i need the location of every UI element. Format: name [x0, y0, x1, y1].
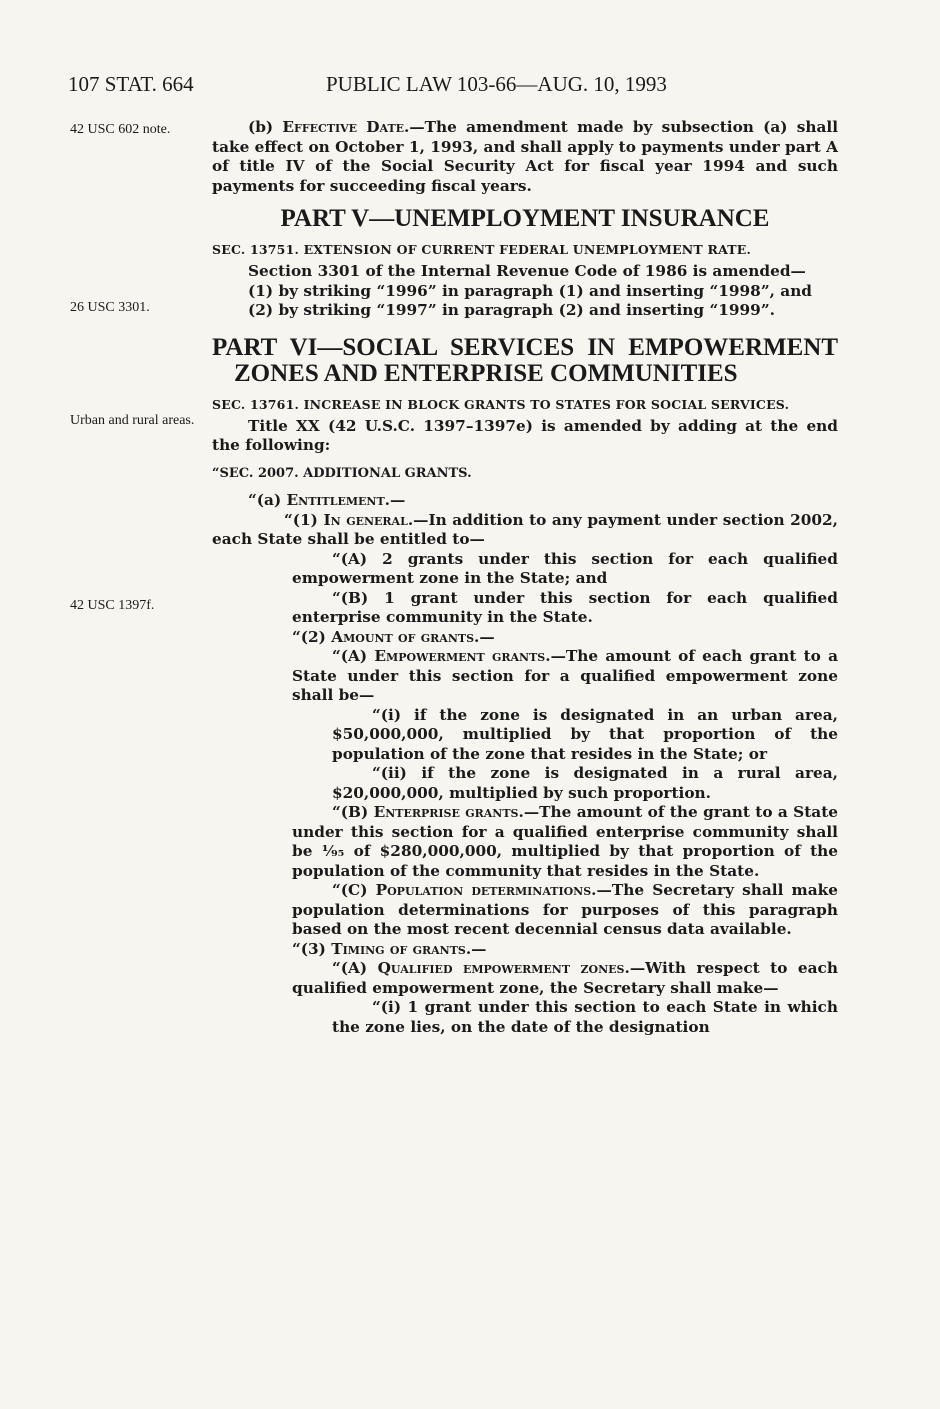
paragraph-a3A: “(A) Qualified empowerment zones.—With respect to each qualified empowerment zone, the Secretary shall make— — [292, 959, 838, 997]
margin-note-1397f: 42 USC 1397f. — [70, 598, 155, 613]
subsection-a-heading: “(a) Entitlement.— — [248, 491, 406, 509]
paragraph-a1A: “(A) 2 grants under this section for each qualified empowerment zone in the State; and — [292, 549, 838, 587]
margin-note-3301: 26 USC 3301. — [70, 300, 150, 315]
page-header — [68, 72, 848, 102]
sec-13751-item-2: (2) by striking “1997” in paragraph (2) and inserting “1999”. — [248, 301, 775, 319]
part-vi-title: PART VI—SOCIAL SERVICES IN EMPOWERMENT ZONES AND ENTERPRISE COMMUNITIES — [212, 333, 838, 387]
sec-13751-intro: Section 3301 of the Internal Revenue Code of 1986 is amended— — [248, 262, 806, 280]
paragraph-a2C: “(C) Population determinations.—The Secretary shall make population determinations for purposes of this paragraph based on the most recent decennial census data available. — [292, 881, 838, 938]
effective-date-paragraph: (b) Effective Date.—The amendment made by subsection (a) shall take effect on October 1, 1993, and shall apply to payments under part A of title IV of the Social Security Act for fiscal year 1994 and such payments for succeeding fiscal years. — [212, 118, 838, 195]
paragraph-a1B: “(B) 1 grant under this section for each qualified enterprise community in the State. — [292, 588, 838, 626]
margin-note-urban-rural: Urban and rural areas. — [70, 413, 195, 428]
margin-note-602: 42 USC 602 note. — [70, 122, 171, 137]
sec-13761-intro: Title XX (42 U.S.C. 1397–1397e) is amended by adding at the end the following: — [212, 416, 838, 454]
sec-13751-heading: SEC. 13751. EXTENSION OF CURRENT FEDERAL UNEMPLOYMENT RATE. — [212, 242, 752, 257]
paragraph-a2A: “(A) Empowerment grants.—The amount of each grant to a State under this section for a qualified empowerment zone shall be— — [292, 647, 838, 704]
paragraph-a2-heading: “(2) Amount of grants.— — [292, 627, 495, 646]
public-law-title: PUBLIC LAW 103-66—AUG. 10, 1993 — [326, 72, 667, 96]
paragraph-a3Ai: “(i) 1 grant under this section to each State in which the zone lies, on the date of the designation — [332, 998, 838, 1036]
paragraph-a2B: “(B) Enterprise grants.—The amount of the grant to a State under this section for a qualified enterprise community shall be ¹⁄₉₅ of $280,000,000, multiplied by that proportion of the population of the community that resides in the State. — [292, 803, 839, 880]
statute-page-number: 107 STAT. 664 — [68, 72, 194, 96]
effective-date-heading: Effective Date. — [282, 118, 410, 136]
paragraph-a2Ai: “(i) if the zone is designated in an urban area, $50,000,000, multiplied by that proportion of the population of the zone that resides in the State; or — [332, 705, 838, 763]
sec-13761-heading: SEC. 13761. INCREASE IN BLOCK GRANTS TO STATES FOR SOCIAL SERVICES. — [212, 396, 790, 412]
document-body — [212, 118, 838, 1037]
paragraph-a2Aii: “(ii) if the zone is designated in a rural area, $20,000,000, multiplied by such proportion. — [332, 764, 838, 802]
sec-2007-heading: “SEC. 2007. ADDITIONAL GRANTS. — [212, 465, 472, 481]
part-v-title: PART V—UNEMPLOYMENT INSURANCE — [280, 205, 770, 232]
paragraph-a1: “(1) In general.—In addition to any payment under section 2002, each State shall be entitled to— — [212, 510, 839, 548]
sec-13751-item-1: (1) by striking “1996” in paragraph (1) and inserting “1998”, and — [248, 281, 813, 300]
paragraph-a3-heading: “(3) Timing of grants.— — [292, 939, 487, 958]
